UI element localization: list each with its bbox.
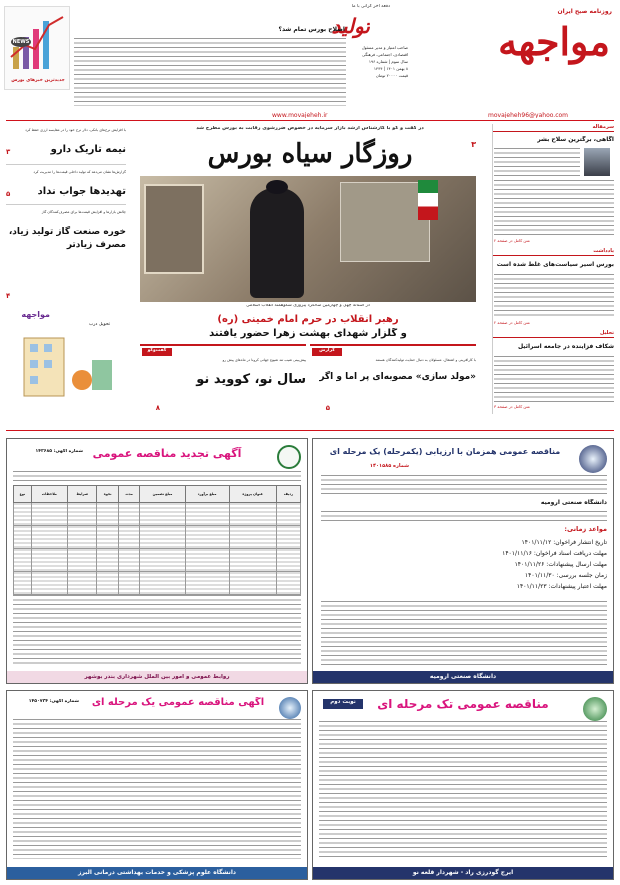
- ad-intro: [13, 471, 301, 481]
- table-cell: [31, 549, 67, 572]
- health-university-logo-icon: [279, 697, 301, 719]
- ad-org: دانشگاه صنعتی ارومیه: [540, 499, 607, 506]
- table-cell: [31, 503, 67, 526]
- table-cell: [229, 503, 276, 526]
- masthead-subtitle: روزنامه صبح ایران: [557, 8, 612, 15]
- section-body: [494, 356, 614, 402]
- table-row: [14, 503, 301, 526]
- sidebar-title[interactable]: تهدیدها جواب نداد: [37, 186, 126, 197]
- ad-title: مناقصه عمومی تک مرحله ای: [377, 697, 549, 711]
- left-sidebar: [6, 124, 126, 314]
- table-cell: [31, 526, 67, 549]
- page-number: ۵: [325, 404, 330, 412]
- table-cell: [68, 549, 97, 572]
- building-illustration-icon: [8, 320, 126, 400]
- editorial-body: [74, 38, 346, 106]
- ad-title: آگهی تجدید مناقصه عمومی: [92, 447, 242, 460]
- table-cell: [119, 503, 140, 526]
- table-cell: [140, 549, 186, 572]
- tender-table: [13, 485, 301, 595]
- story-title[interactable]: «مولد سازی» مصوبه‌ای پر اما و اگر: [319, 372, 476, 382]
- table-cell: [276, 549, 300, 572]
- section-title: آگاهی، برگترین سلاح بشر: [537, 136, 614, 143]
- tender-ad-right-bottom[interactable]: [312, 690, 614, 880]
- lead-photo: [140, 176, 476, 302]
- divider: [6, 164, 126, 165]
- table-cell: [68, 526, 97, 549]
- ad-footer: دانشگاه صنعتی ارومیه: [313, 671, 613, 683]
- table-cell: [14, 572, 32, 595]
- table-cell: [229, 549, 276, 572]
- section-title: شکاف فزاینده در جامعه اسرائیل: [517, 343, 614, 350]
- ad-footer: دانشگاه علوم پزشکی و خدمات بهداشتی درمانی البرز: [7, 867, 307, 879]
- right-sidebar: [492, 124, 614, 414]
- table-header: مدت: [119, 486, 140, 503]
- ad-body: [319, 721, 607, 859]
- section-body: [494, 274, 614, 318]
- section-title: بورس اسیر سیاست‌های غلط شده است: [496, 261, 614, 268]
- sidebar-title[interactable]: خوره صنعت گاز تولید زیاد، مصرف زیادتر: [8, 227, 126, 250]
- masthead-divider: [6, 120, 614, 122]
- news-logo: NEWS: [12, 39, 30, 45]
- sidebar-kicker: با افزایش نرخ‌های بانکی، دلار نرخ خود را در مقایسه ارزی حفظ کرد: [25, 128, 126, 132]
- ad-footer: روابط عمومی و امور بین الملل شهرداری بندر بوشهر: [7, 671, 307, 683]
- page-number: ۴: [6, 292, 11, 300]
- more-link[interactable]: متن کامل در صفحه ۲: [494, 320, 530, 325]
- small-ad-label: تحویل درب: [89, 322, 110, 327]
- story-kicker: با کارآفرینی و اشتغال، مسئولان به دنبال حمایت تولیدکنندگان هستند: [375, 358, 476, 362]
- ad-title: آگهی مناقصه عمومی یک مرحله ای: [91, 697, 265, 708]
- ad-number: شماره ۱۴۰۱۵۸۵: [369, 463, 409, 469]
- section-header: یادداشت: [492, 248, 614, 256]
- section-body: [494, 180, 614, 236]
- table-cell: [68, 572, 97, 595]
- table-row: [14, 572, 301, 595]
- more-link[interactable]: متن کامل در صفحه ۲: [494, 238, 530, 243]
- table-cell: [31, 572, 67, 595]
- table-cell: [229, 572, 276, 595]
- ad-intro: [321, 475, 607, 497]
- table-header: ردیف: [276, 486, 300, 503]
- photo-title-1[interactable]: رهبر انقلاب در حرم امام خمینی (ره): [217, 314, 399, 325]
- story-title[interactable]: سال نو، کووید نو: [196, 372, 306, 387]
- page-number: ۳: [6, 148, 11, 156]
- shrine-door: [144, 184, 204, 274]
- ads-divider: [6, 430, 614, 432]
- figure-head: [266, 180, 288, 194]
- ad-body: [321, 511, 607, 523]
- lead-title[interactable]: روزگار سیاه بورس: [207, 139, 413, 169]
- photo-kicker: در آستانه چهل و چهارمین سالگرد پیروزی شکوهمند انقلاب اسلامی: [246, 304, 370, 308]
- sidebar-kicker: چالش بازارها و افزایش قیمت‌ها برای مصرف‌کنندگان گاز: [41, 210, 126, 214]
- table-header: ملاحظات: [31, 486, 67, 503]
- table-cell: [276, 572, 300, 595]
- table-header: نوع: [14, 486, 32, 503]
- table-cell: [185, 549, 229, 572]
- ad-title: مناقصه عمومی همزمان با ارزیابی (یکمرحله) یک مرحله ای: [329, 447, 561, 456]
- table-header: نحوه: [97, 486, 119, 503]
- editorial-title: اصلاح بورس تمام شد؟: [278, 26, 345, 33]
- masthead-info: صاحب امتیاز و مدیر مسئول اقتصادی، اجتماعی، فرهنگی سال سوم | شماره ۱۹۶ ۸ بهمن ۱۴۰۱ | ۱۴۴۴ قیمت ۲۰۰۰۰ تومان: [361, 45, 408, 78]
- sidebar-title[interactable]: نیمه تاریک دارو: [50, 144, 126, 155]
- table-cell: [14, 503, 32, 526]
- dates-label: مواعد زمانی:: [564, 525, 607, 533]
- masthead-website[interactable]: www.movajeheh.ir: [272, 112, 328, 118]
- table-header: عنوان پروژه: [229, 486, 276, 503]
- ad-number: شماره آگهی: ۱۴۲۶۸۵: [35, 449, 83, 454]
- table-header: شرایط: [68, 486, 97, 503]
- table-cell: [185, 503, 229, 526]
- table-row: [14, 549, 301, 572]
- table-cell: [185, 526, 229, 549]
- table-cell: [119, 526, 140, 549]
- divider: [6, 204, 126, 205]
- bottom-story: [310, 344, 476, 418]
- table-cell: [68, 503, 97, 526]
- table-cell: [97, 572, 119, 595]
- ad-footer: ایرج گودرزی راد - شهردار قلعه نو: [313, 867, 613, 879]
- shrine-window: [340, 182, 430, 262]
- table-header: مبلغ برآورد: [185, 486, 229, 503]
- city-logo-icon: [583, 697, 607, 721]
- lead-page-number: ۳: [471, 140, 476, 149]
- masthead-tagline: دفعه آخر گرانی با ما: [351, 4, 390, 9]
- university-logo-icon: [579, 445, 607, 473]
- section-body: [494, 148, 580, 178]
- ad-body: [13, 719, 301, 859]
- ad-body: [321, 601, 607, 665]
- sidebar-kicker: گزارش‌ها نشان می‌دهد که تولید داخلی قیمت‌ها را مدیریت کرد: [33, 170, 126, 174]
- dates-list: تاریخ انتشار فراخوان: ۱۴۰۱/۱۱/۱۲ مهلت دریافت اسناد فراخوان: ۱۴۰۱/۱۱/۱۶ مهلت ارسال پیشنهادات: ۱۴۰۱/۱۱/۲۶ زمان جلسه بررسی: ۱۴۰۱/۱۱/۳۰ مهلت اعتبار پیشنهادات: ۱۴۰۱/۱۱/۲۳: [502, 539, 607, 590]
- author-photo: [584, 148, 610, 176]
- ad-body: [13, 595, 301, 665]
- story-tag: گزارش: [312, 348, 342, 356]
- table-cell: [185, 572, 229, 595]
- lead-kicker: در گفت و گو با کارشناس ارشد بازار سرمایه در خصوص ضررشوی رقابت به بورس مطرح شد: [196, 126, 424, 131]
- table-cell: [119, 572, 140, 595]
- page-number: ۸: [155, 404, 160, 412]
- section-header: سرمقاله: [492, 124, 614, 132]
- bottom-story: [140, 344, 306, 418]
- table-cell: [276, 526, 300, 549]
- tender-ad-left-bottom[interactable]: [6, 690, 308, 880]
- small-ad-logo: مواجهه: [21, 310, 50, 319]
- table-header: مبلغ تضمین: [140, 486, 186, 503]
- masthead-email[interactable]: movajeheh96@yahoo.com: [488, 112, 569, 118]
- table-cell: [140, 503, 186, 526]
- story-kicker: پیش‌بینی شیب تند شیوع جهانی کرونا در ماه‌های پیش رو: [222, 358, 306, 362]
- table-cell: [14, 549, 32, 572]
- table-cell: [140, 526, 186, 549]
- table-cell: [119, 549, 140, 572]
- table-cell: [97, 503, 119, 526]
- figure-silhouette: [250, 188, 304, 298]
- table-row: [14, 526, 301, 549]
- flag-icon: [418, 180, 438, 220]
- tender-ad-left-top[interactable]: [6, 438, 308, 684]
- story-tag: گفت‌وگو: [142, 348, 172, 356]
- ad-number: شماره آگهی: ۱۴۵۰۷۲۴: [28, 699, 79, 704]
- table-cell: [14, 526, 32, 549]
- top-ad-label: جدیدترین خبرهای بورس: [11, 78, 65, 83]
- table-cell: [97, 549, 119, 572]
- table-cell: [229, 526, 276, 549]
- photo-title-2[interactable]: و گلزار شهدای بهشت زهرا حضور یافتند: [209, 328, 407, 339]
- ad-number: نوبت دوم: [323, 699, 363, 709]
- section-header: تحلیل: [492, 330, 614, 338]
- masthead-tagline-accent: تولید: [331, 14, 370, 38]
- table-cell: [140, 572, 186, 595]
- masthead-title: مواجهه: [498, 19, 610, 64]
- small-ad-box[interactable]: [8, 310, 126, 400]
- table-cell: [97, 526, 119, 549]
- more-link[interactable]: متن کامل در صفحه ۳: [494, 404, 530, 409]
- page-number: ۵: [6, 190, 11, 198]
- tender-ad-right-top[interactable]: [312, 438, 614, 684]
- table-cell: [276, 503, 300, 526]
- municipality-logo-icon: [277, 445, 301, 469]
